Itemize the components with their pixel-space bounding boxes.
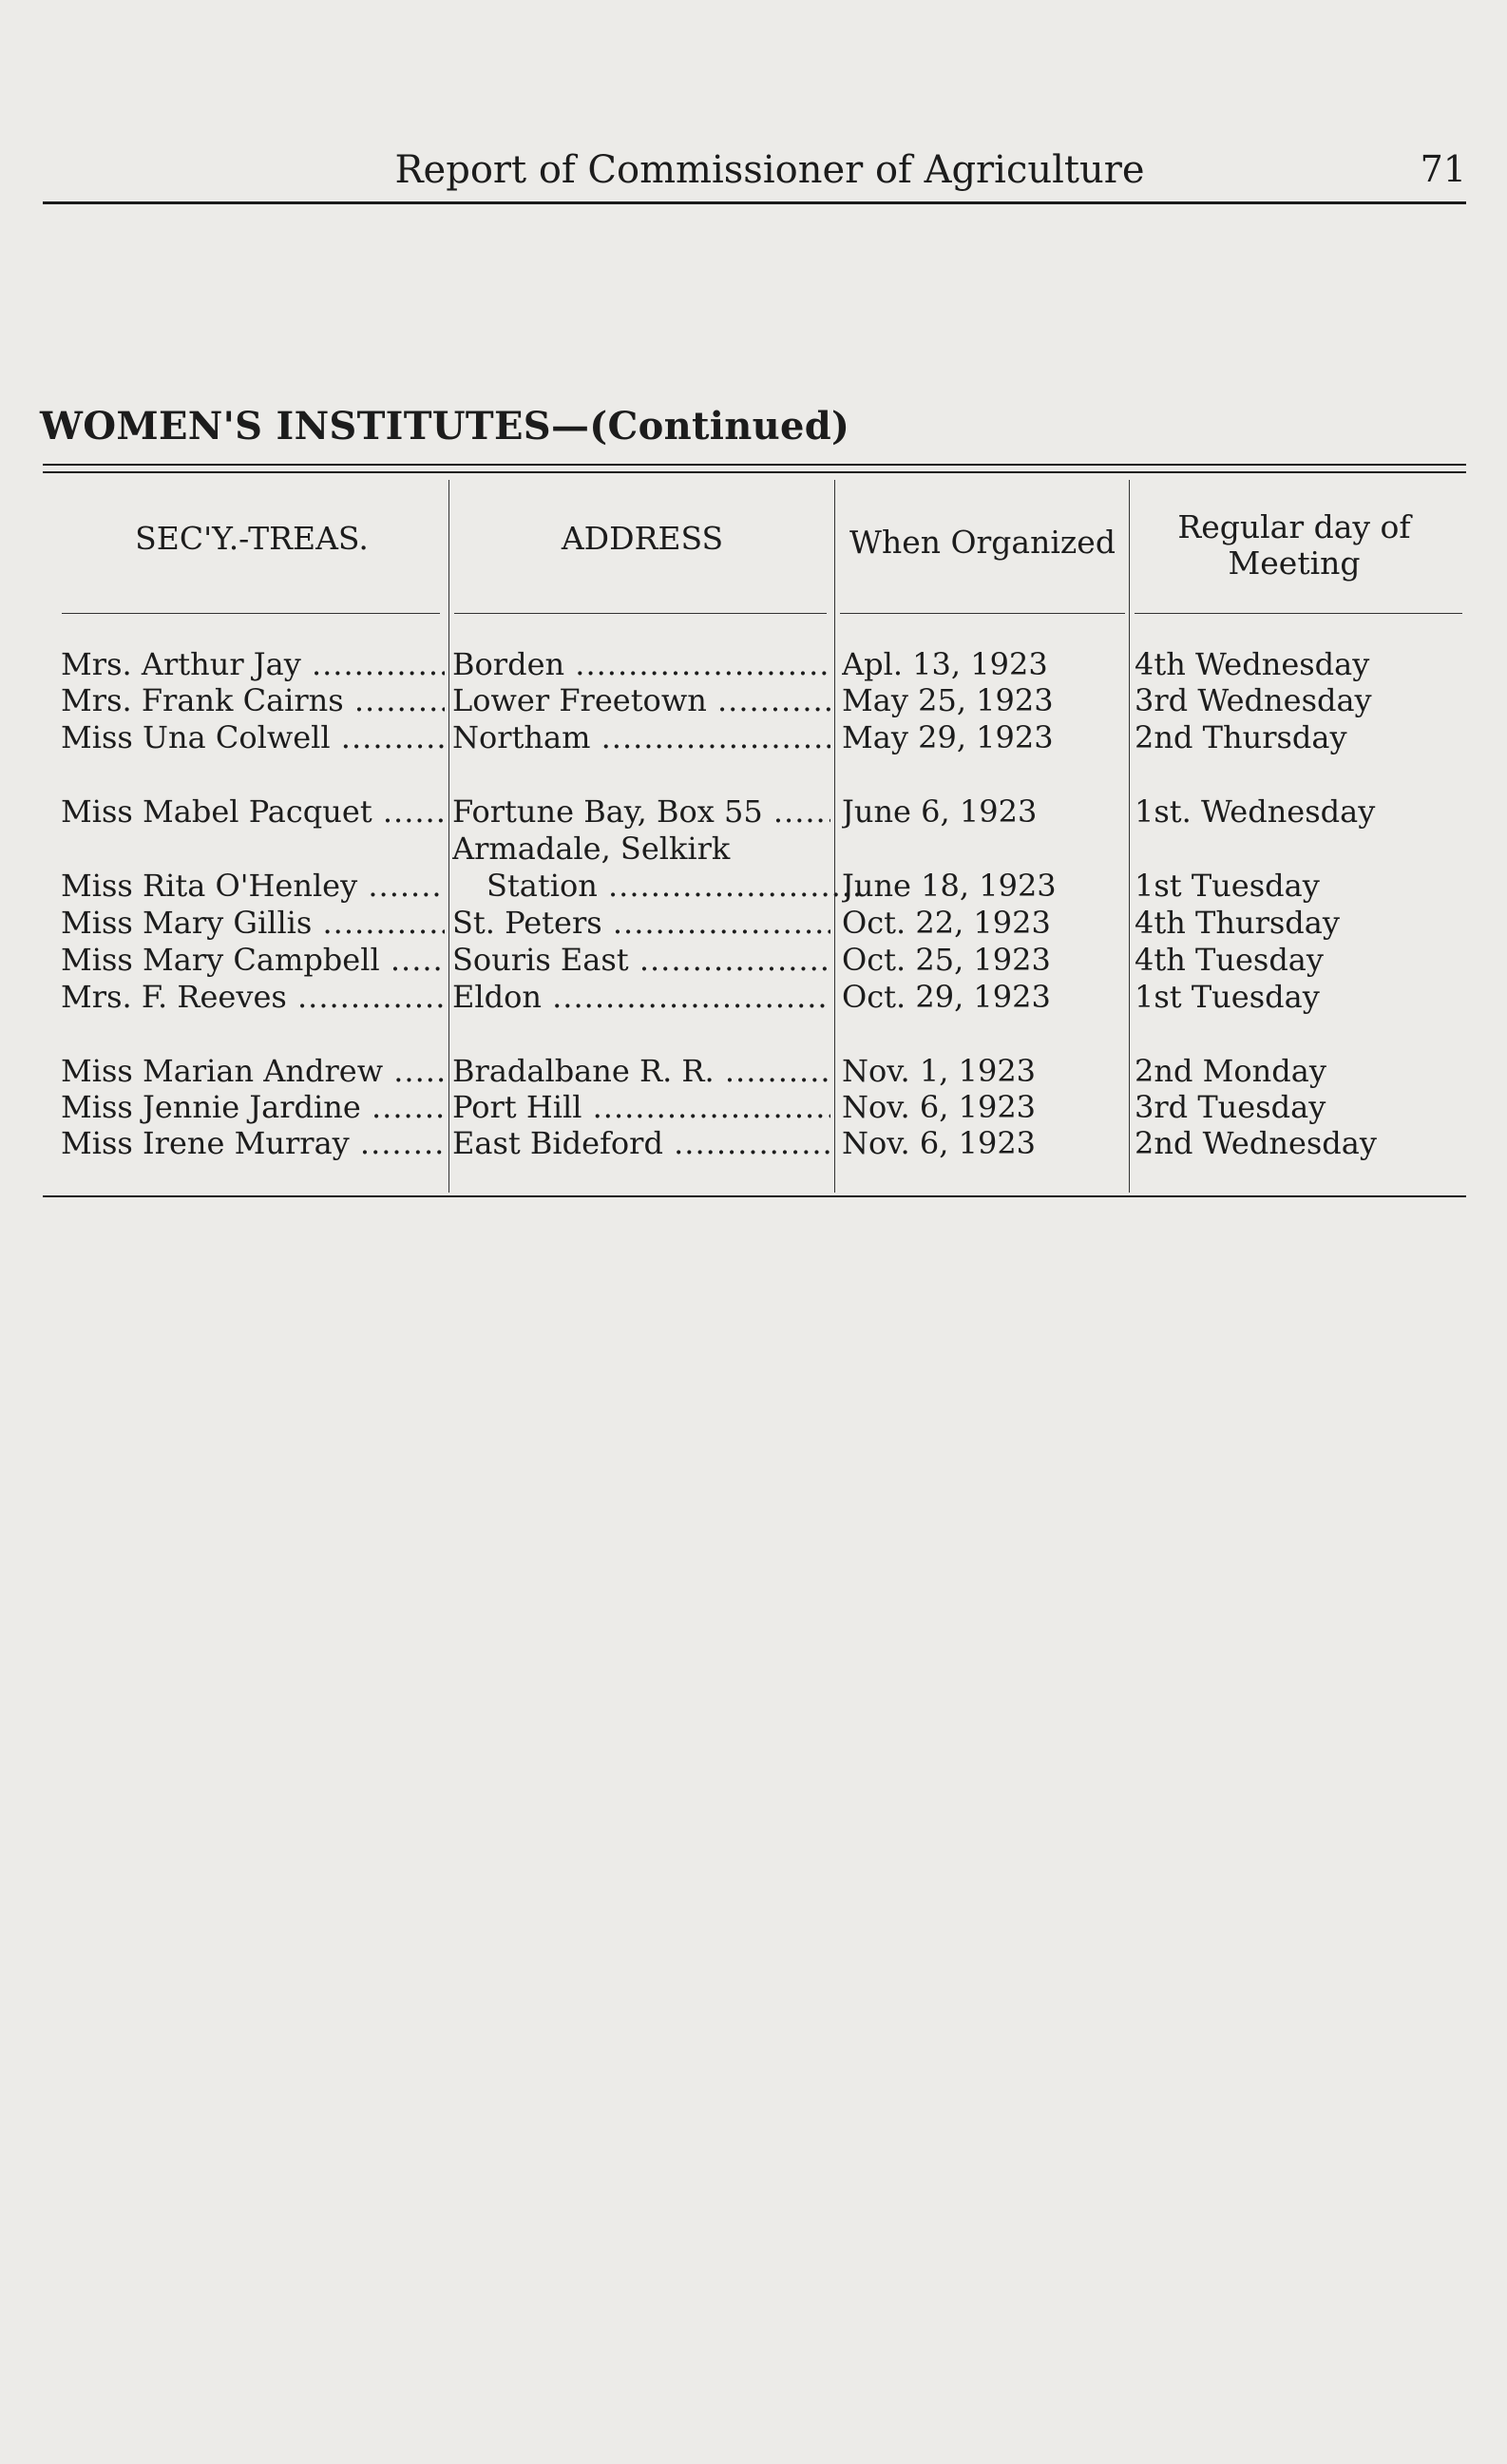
cell-secy-treas-text: Miss Una Colwell: [61, 719, 331, 755]
table-top-double-rule: [43, 464, 1466, 473]
cell-address-text: Souris East: [452, 942, 629, 978]
leader-dots: [312, 905, 445, 941]
cell-when-organized: [842, 1125, 1127, 1161]
cell-address-text: Fortune Bay, Box 55: [452, 793, 763, 830]
cell-address-text: Northam: [452, 719, 591, 755]
cell-address-text: Port Hill: [452, 1089, 582, 1125]
cell-regular-day: [1135, 1125, 1462, 1161]
cell-secy-treas: [61, 979, 445, 1015]
cell-secy-treas: [61, 942, 445, 978]
table-row: [0, 1125, 1507, 1163]
cell-regular-day-text: 1st Tuesday: [1135, 979, 1320, 1015]
cell-when-organized-text: May 29, 1923: [842, 719, 1054, 755]
leader-dots: [763, 793, 830, 830]
cell-address-text: St. Peters: [452, 905, 602, 941]
cell-when-organized-text: June 18, 1923: [842, 868, 1057, 904]
cell-when-organized: [842, 646, 1127, 682]
cell-regular-day-text: 4th Tuesday: [1135, 942, 1324, 978]
cell-regular-day: [1135, 979, 1462, 1015]
cell-address: [452, 793, 830, 830]
cell-regular-day-text: 4th Thursday: [1135, 905, 1340, 941]
table-row: [0, 719, 1507, 757]
cell-when-organized-text: Nov. 6, 1923: [842, 1125, 1037, 1161]
cell-regular-day: [1135, 942, 1462, 978]
cell-when-organized-text: Oct. 29, 1923: [842, 979, 1051, 1015]
column-header-regular-day: Regular day of Meeting: [1177, 508, 1411, 582]
table-row: [0, 1089, 1507, 1127]
cell-secy-treas: [61, 1125, 445, 1161]
leader-dots: [602, 905, 830, 941]
cell-address-text: Armadale, Selkirk: [452, 831, 731, 867]
cell-when-organized: [842, 1089, 1127, 1125]
cell-address: [452, 905, 830, 941]
cell-secy-treas: [61, 905, 445, 941]
cell-secy-treas: [61, 646, 445, 682]
cell-secy-treas: [61, 719, 445, 755]
leader-dots: [663, 1125, 830, 1161]
cell-address: [452, 682, 830, 718]
table-bottom-rule: [43, 1195, 1466, 1197]
table-row: [0, 831, 1507, 869]
cell-address: [452, 646, 830, 682]
cell-regular-day: [1135, 682, 1462, 718]
header-underline: [840, 613, 1125, 614]
cell-regular-day-text: 2nd Monday: [1135, 1053, 1326, 1089]
header-underline: [454, 613, 827, 614]
table-row: [0, 682, 1507, 720]
cell-regular-day: [1135, 719, 1462, 755]
cell-when-organized-text: June 6, 1923: [842, 793, 1038, 830]
cell-when-organized: [842, 979, 1127, 1015]
cell-when-organized: [842, 868, 1127, 904]
leader-dots: [344, 682, 445, 718]
cell-address: [452, 1125, 830, 1161]
leader-dots: [380, 942, 445, 978]
cell-secy-treas-text: Miss Mary Campbell: [61, 942, 380, 978]
cell-regular-day: [1135, 868, 1462, 904]
header-underline: [62, 613, 440, 614]
cell-secy-treas-text: Mrs. Arthur Jay: [61, 646, 301, 682]
leader-dots: [598, 868, 865, 904]
cell-secy-treas: [61, 1089, 445, 1125]
cell-when-organized-text: Nov. 6, 1923: [842, 1089, 1037, 1125]
cell-regular-day: [1135, 646, 1462, 682]
cell-regular-day-text: 1st. Wednesday: [1135, 793, 1376, 830]
leader-dots: [301, 646, 445, 682]
leader-dots: [361, 1089, 445, 1125]
cell-regular-day-text: 1st Tuesday: [1135, 868, 1320, 904]
cell-when-organized: [842, 905, 1127, 941]
column-header-address: ADDRESS: [561, 520, 724, 557]
leader-dots: [350, 1125, 445, 1161]
cell-address-text: East Bideford: [452, 1125, 663, 1161]
table-row: [0, 868, 1507, 906]
cell-when-organized-text: Apl. 13, 1923: [842, 646, 1048, 682]
cell-secy-treas-text: Miss Rita O'Henley: [61, 868, 358, 904]
leader-dots: [357, 868, 445, 904]
cell-address: [452, 719, 830, 755]
cell-regular-day-text: 2nd Thursday: [1135, 719, 1347, 755]
cell-address: [452, 979, 830, 1015]
cell-regular-day-text: 2nd Wednesday: [1135, 1125, 1377, 1161]
table-row: [0, 1053, 1507, 1091]
cell-address-text: Borden: [452, 646, 565, 682]
leader-dots: [707, 682, 830, 718]
leader-dots: [542, 979, 830, 1015]
cell-address: [452, 831, 830, 867]
cell-address-text: Lower Freetown: [452, 682, 707, 718]
cell-regular-day: [1135, 793, 1462, 830]
cell-when-organized: [842, 1053, 1127, 1089]
cell-address: [452, 868, 865, 904]
cell-when-organized-text: May 25, 1923: [842, 682, 1054, 718]
cell-secy-treas-text: Mrs. Frank Cairns: [61, 682, 344, 718]
leader-dots: [372, 793, 445, 830]
cell-secy-treas-text: Miss Jennie Jardine: [61, 1089, 361, 1125]
cell-secy-treas-text: Miss Mary Gillis: [61, 905, 313, 941]
leader-dots: [564, 646, 830, 682]
leader-dots: [629, 942, 830, 978]
table-row: [0, 942, 1507, 980]
header-rule: [43, 201, 1466, 204]
cell-secy-treas: [61, 1053, 445, 1089]
leader-dots: [287, 979, 445, 1015]
cell-when-organized: [842, 942, 1127, 978]
column-header-when-organized: When Organized: [849, 524, 1116, 561]
cell-address: [452, 1053, 830, 1089]
cell-regular-day: [1135, 1089, 1462, 1125]
cell-address-text: Eldon: [452, 979, 542, 1015]
cell-when-organized: [842, 682, 1127, 718]
leader-dots: [590, 719, 830, 755]
cell-secy-treas-text: Miss Marian Andrew: [61, 1053, 384, 1089]
cell-regular-day: [1135, 1053, 1462, 1089]
leader-dots: [331, 719, 445, 755]
cell-when-organized: [842, 719, 1127, 755]
cell-when-organized-text: Oct. 22, 1923: [842, 905, 1051, 941]
leader-dots: [582, 1089, 830, 1125]
column-header-secy-treas: SEC'Y.-TREAS.: [135, 520, 369, 557]
cell-address: [452, 1089, 830, 1125]
leader-dots: [715, 1053, 830, 1089]
cell-when-organized: [842, 793, 1127, 830]
page-number: 71: [1420, 148, 1466, 190]
header-underline: [1135, 613, 1462, 614]
table-row: [0, 905, 1507, 943]
leader-dots: [383, 1053, 445, 1089]
cell-address-text: Bradalbane R. R.: [452, 1053, 715, 1089]
running-header: [43, 143, 1466, 211]
cell-address-text: Station: [486, 868, 598, 904]
cell-regular-day-text: 3rd Tuesday: [1135, 1089, 1326, 1125]
cell-regular-day-text: 3rd Wednesday: [1135, 682, 1372, 718]
table-row: [0, 793, 1507, 831]
running-title: Report of Commissioner of Agriculture: [394, 148, 1145, 192]
section-title: WOMEN'S INSTITUTES—(Continued): [40, 404, 850, 449]
cell-regular-day: [1135, 905, 1462, 941]
cell-when-organized-text: Nov. 1, 1923: [842, 1053, 1037, 1089]
cell-secy-treas-text: Mrs. F. Reeves: [61, 979, 287, 1015]
cell-regular-day-text: 4th Wednesday: [1135, 646, 1370, 682]
cell-when-organized-text: Oct. 25, 1923: [842, 942, 1051, 978]
cell-address: [452, 942, 830, 978]
cell-secy-treas: [61, 793, 445, 830]
cell-secy-treas: [61, 868, 445, 904]
table-row: [0, 979, 1507, 1017]
table-row: [0, 646, 1507, 684]
cell-secy-treas-text: Miss Mabel Pacquet: [61, 793, 372, 830]
cell-secy-treas: [61, 682, 445, 718]
cell-secy-treas-text: Miss Irene Murray: [61, 1125, 350, 1161]
